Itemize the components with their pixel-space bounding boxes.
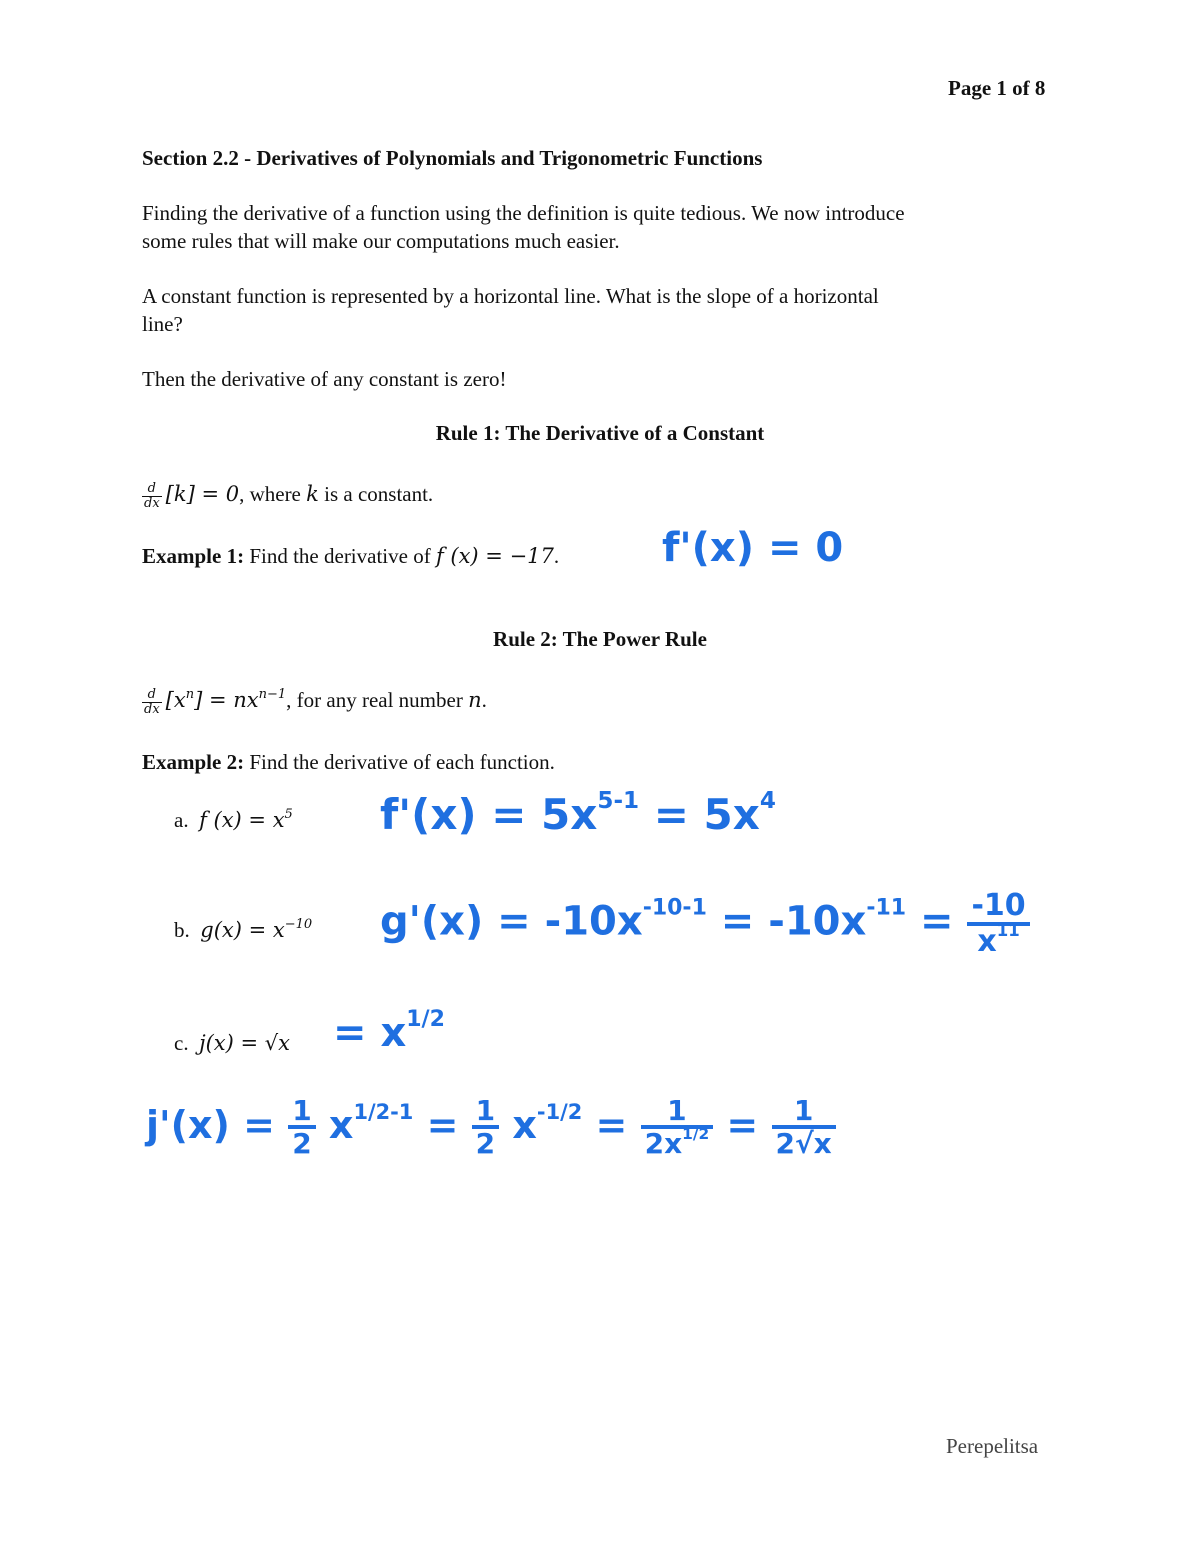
hw-b-fraction (967, 890, 1029, 957)
hw-c2-sup4: -1/2 (536, 1100, 583, 1125)
hw-a-part1: f'(x) = 5x (380, 790, 598, 839)
hw-c2-part5: = (582, 1102, 641, 1147)
hw-c2-f1-num: 1 (288, 1096, 315, 1129)
hw-a-sup2: 4 (759, 788, 776, 815)
rule1-var: k (306, 482, 319, 506)
handwritten-answer-a (380, 790, 776, 839)
rule2-fraction (142, 688, 162, 717)
hw-b-part1: g'(x) = -10x (380, 898, 643, 945)
rule1-formula (142, 480, 433, 511)
constant-conclusion: Then the derivative of any constant is zero! (142, 367, 507, 391)
example1-handwritten-answer: f'(x) = 0 (662, 525, 844, 571)
example2-item-a (174, 806, 293, 834)
example1-label: Example 1: (142, 544, 245, 568)
handwritten-answer-c-derivative (146, 1096, 836, 1159)
example2-text: Find the derivative of each function. (244, 750, 555, 774)
hw-c2-f4-num: 1 (772, 1096, 836, 1129)
hw-c2-frac4 (772, 1096, 836, 1159)
rule2-lhs: [x (165, 688, 186, 712)
hw-c2-f4-den: 2√x (775, 1127, 832, 1161)
hw-c2-part3: = (413, 1102, 472, 1147)
item-a-function: f (x) = x (199, 808, 285, 832)
hw-b-frac-den-base: x (977, 923, 997, 959)
hw-c2-f3-num: 1 (641, 1096, 714, 1129)
hw-c2-frac1 (288, 1096, 315, 1159)
example2-prompt (142, 748, 555, 776)
item-c-letter: c. (174, 1031, 189, 1055)
hw-c2-part2: x (315, 1102, 354, 1147)
rule1-expression: [k] = 0 (165, 482, 240, 506)
rule2-var: n (468, 688, 482, 712)
example2-item-b (174, 916, 312, 944)
hw-c2-f2-num: 1 (472, 1096, 499, 1129)
hw-b-sup2: -11 (866, 895, 907, 921)
intro-line-1: Finding the derivative of a function using the definition is quite tedious. We now introduce (142, 201, 905, 225)
hw-a-part2: = 5x (639, 790, 760, 839)
rule2-formula (142, 686, 487, 717)
example2-label: Example 2: (142, 750, 245, 774)
footer-author: Perepelitsa (946, 1434, 1039, 1458)
example1-expression: f (x) = −17 (435, 544, 554, 568)
handwritten-answer-b (380, 890, 1030, 957)
hw-c2-f3-den-base: 2x (644, 1127, 683, 1161)
item-b-exponent: −10 (284, 917, 313, 932)
rule1-frac-num: d (142, 482, 162, 497)
rule1-title: Rule 1: The Derivative of a Constant (435, 421, 765, 445)
hw-c1-part1: = x (333, 1010, 407, 1056)
item-a-exponent: 5 (284, 807, 293, 822)
intro-line-2: some rules that will make our computations much easier. (142, 229, 620, 253)
hw-c2-f1-den: 2 (292, 1127, 312, 1161)
hw-c2-part1: j'(x) = (146, 1102, 289, 1147)
item-c-function: j(x) = √x (199, 1031, 290, 1055)
rule1-frac-den: dx (144, 495, 160, 511)
hw-c2-part6: = (713, 1102, 772, 1147)
hw-c1-sup1: 1/2 (406, 1007, 445, 1033)
rule2-rhs: ] = nx (194, 688, 259, 712)
hw-c2-frac3 (641, 1096, 714, 1159)
rule2-rhs-exponent: n−1 (258, 687, 287, 702)
hw-b-sup1: -10-1 (642, 895, 707, 921)
hw-b-part2: = -10x (706, 898, 867, 945)
hw-b-frac-den-sup: 11 (996, 920, 1020, 940)
rule2-tail: , for any real number (286, 688, 469, 712)
hw-c2-part4: x (499, 1102, 537, 1147)
rule1-tail: , where (239, 482, 307, 506)
rule1-fraction (142, 482, 162, 511)
rule2-frac-den: dx (144, 701, 160, 717)
item-b-function: g(x) = x (200, 918, 285, 942)
rule1-tail2: is a constant. (318, 482, 434, 506)
hw-a-sup1: 5-1 (597, 788, 640, 815)
hw-b-frac-den (967, 920, 1029, 959)
item-b-letter: b. (174, 918, 190, 942)
example1-text: Find the derivative of (244, 544, 436, 568)
rule2-lhs-exponent: n (185, 687, 195, 702)
rule2-title: Rule 2: The Power Rule (493, 627, 707, 651)
hw-c2-f2-den: 2 (475, 1127, 496, 1161)
constant-question-line-2: line? (142, 312, 183, 336)
hw-c2-f3-den-sup: 1/2 (682, 1125, 710, 1144)
hw-c2-sup2: 1/2-1 (353, 1100, 414, 1125)
example2-item-c (174, 1029, 290, 1057)
section-title: Section 2.2 - Derivatives of Polynomials and Trigonometric Functions (142, 146, 763, 170)
hw-c2-f3-den (641, 1125, 714, 1161)
example1-prompt (142, 542, 559, 570)
rule2-frac-num: d (142, 688, 162, 703)
page-number: Page 1 of 8 (948, 76, 1046, 100)
hw-c2-frac2 (472, 1096, 499, 1159)
handwritten-answer-c-rewrite (333, 1007, 445, 1056)
constant-question-line-1: A constant function is represented by a horizontal line. What is the slope of a horizontal (142, 284, 879, 308)
example1-end: . (553, 544, 560, 568)
rule2-end: . (481, 688, 487, 712)
item-a-letter: a. (174, 808, 189, 832)
hw-b-frac-num: -10 (967, 890, 1029, 926)
hw-b-part3: = (906, 898, 968, 945)
